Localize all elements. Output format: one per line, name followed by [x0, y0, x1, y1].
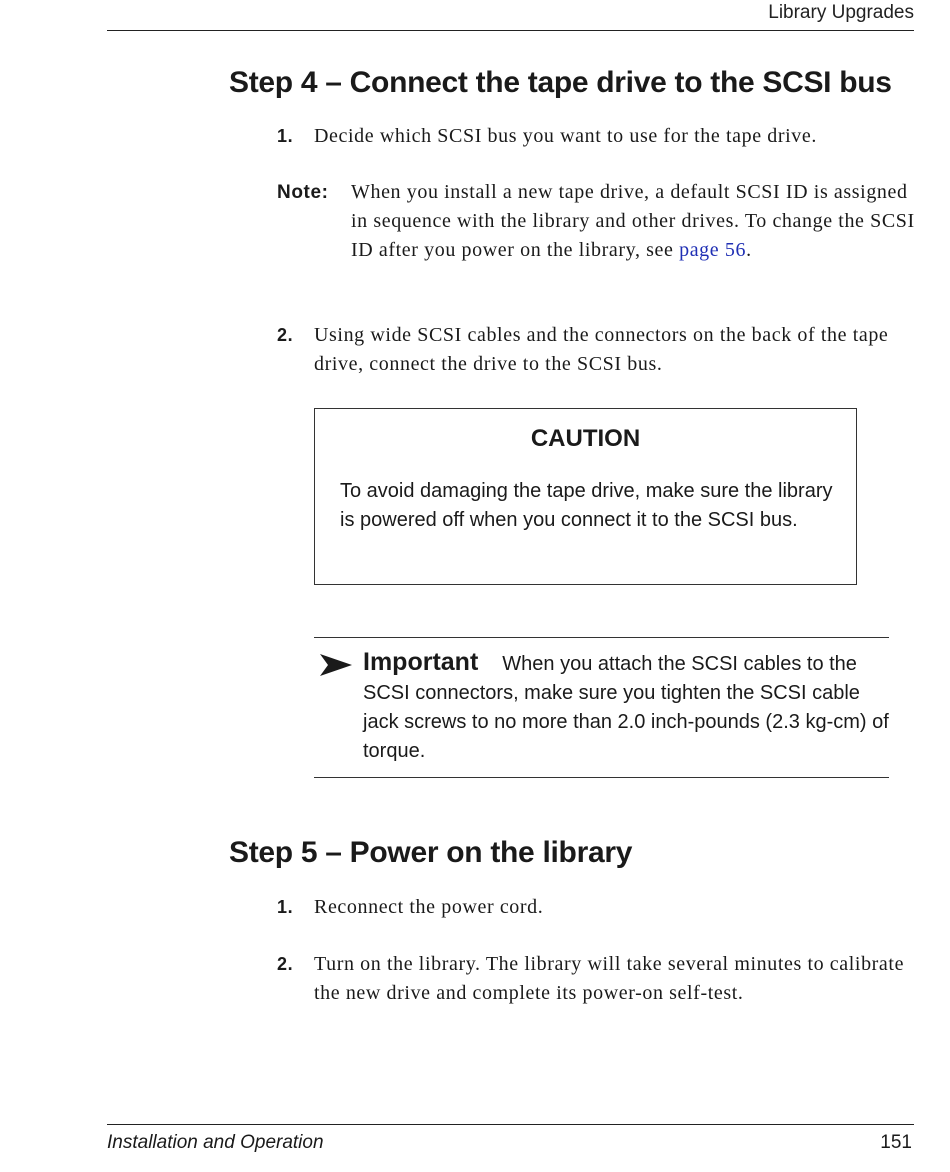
step-number: 2.: [277, 325, 294, 345]
step-text: Decide which SCSI bus you want to use for the tape drive.: [314, 125, 817, 147]
arrow-right-icon: [319, 652, 353, 678]
step-number: 1.: [277, 897, 294, 917]
step-number: 1.: [277, 126, 294, 146]
step-number: 2.: [277, 954, 294, 974]
note-block: [277, 178, 917, 265]
step-item: [277, 122, 917, 151]
step-text: Turn on the library. The library will take several minutes to calibrate the new drive and complete its power-on self-test.: [314, 953, 905, 1004]
note-suffix: .: [746, 239, 752, 261]
caution-title: CAUTION: [530, 425, 641, 452]
footer-book-title: Installation and Operation: [107, 1132, 324, 1153]
running-header: Library Upgrades: [768, 2, 914, 23]
note-text: When you install a new tape drive, a default SCSI ID is assigned in sequence with the library and other drives. To change the SCSI ID after you power on the library, see: [351, 181, 915, 261]
important-block: [363, 648, 893, 766]
step-item: [277, 950, 917, 1008]
note-text-container: [351, 178, 917, 265]
caution-text: To avoid damaging the tape drive, make sure the library is powered off when you connect it to the SCSI bus.: [340, 480, 833, 531]
page-link[interactable]: page 56: [679, 239, 747, 261]
section-heading-step-4: Step 4 – Connect the tape drive to the SCSI bus: [229, 66, 892, 99]
important-top-rule: [314, 637, 889, 638]
footer-rule: [107, 1124, 914, 1125]
step-item: [277, 893, 917, 922]
step-text: Using wide SCSI cables and the connectors on the back of the tape drive, connect the drive to the SCSI bus.: [314, 324, 889, 375]
section-heading-step-5: Step 5 – Power on the library: [229, 836, 633, 869]
important-label: Important: [363, 648, 479, 676]
header-rule: [107, 30, 914, 31]
important-text: When you attach the SCSI cables to the SCSI connectors, make sure you tighten the SCSI cable jack screws to no more than 2.0 inch-pounds (2.3 kg-cm) of torque.: [363, 653, 889, 762]
page-number: 151: [880, 1132, 912, 1153]
step-text: Reconnect the power cord.: [314, 896, 544, 918]
note-label: Note:: [277, 182, 329, 203]
step-item: [277, 321, 917, 379]
caution-box: [314, 408, 857, 585]
important-bottom-rule: [314, 777, 889, 778]
